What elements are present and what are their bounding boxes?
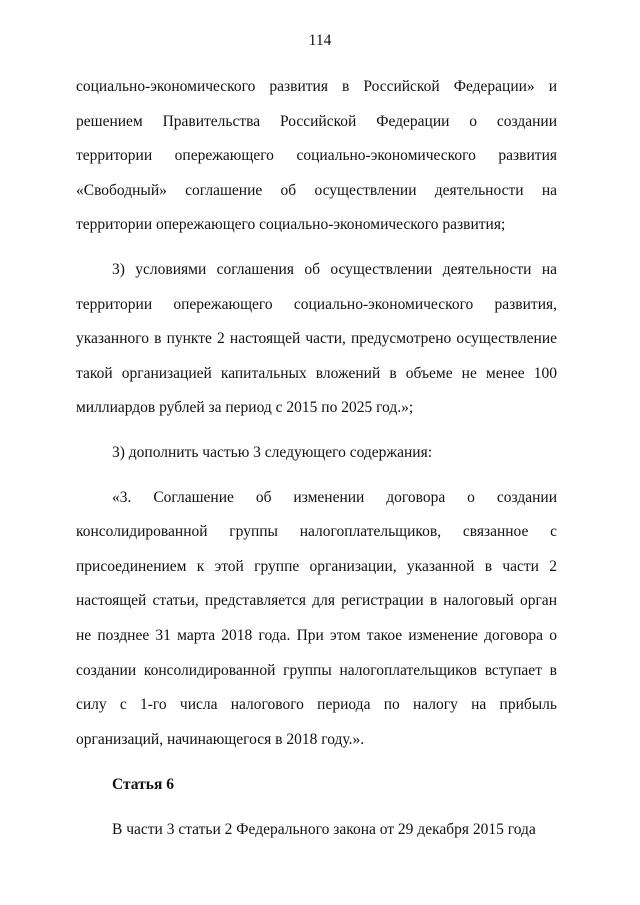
article-heading: Статья 6 — [112, 776, 174, 794]
paragraph-condition-3: 3) условиями соглашения об осуществлении деятельности на территории опережающего социально-экономического развития, указанного в пункте 2 настоящей части, предусмотрено осуществление такой организацией капитальных вложений в объеме не менее 100 миллиардов рублей за период с 2015 по 2025 год.»; — [76, 260, 557, 417]
paragraph-continuation: социально-экономического развития в Российской Федерации» и решением Правительства Российской Федерации о создании территории опережающего социально-экономического развития «Свободный» соглашение об осуществлении деятельности на территории опережающего социально-экономического развития; — [76, 78, 557, 234]
paragraph-gap — [76, 471, 557, 481]
page-number: 114 — [308, 32, 332, 49]
paragraph-gap — [76, 243, 557, 253]
document-body — [76, 70, 557, 847]
paragraph-gap — [76, 426, 557, 436]
paragraph-gap — [76, 803, 557, 813]
paragraph-gap — [76, 757, 557, 768]
paragraph-article-6: В части 3 статьи 2 Федерального закона от 29 декабря 2015 года — [112, 820, 536, 838]
paragraph-part-3-text: «3. Соглашение об изменении договора о создании консолидированной группы налогоплательщиков, связанное с присоединением к этой группе организации, указанной в части 2 настоящей статьи, представляется для регистрации в налоговый орган не позднее 31 марта 2018 года. При этом такое изменение договора о создании консолидированной группы налогоплательщиков вступает в силу с 1-го числа налогового периода по налогу на прибыль организаций, начинающегося в 2018 году.». — [76, 488, 557, 748]
paragraph-add-part-3: 3) дополнить частью 3 следующего содержания: — [112, 443, 433, 461]
